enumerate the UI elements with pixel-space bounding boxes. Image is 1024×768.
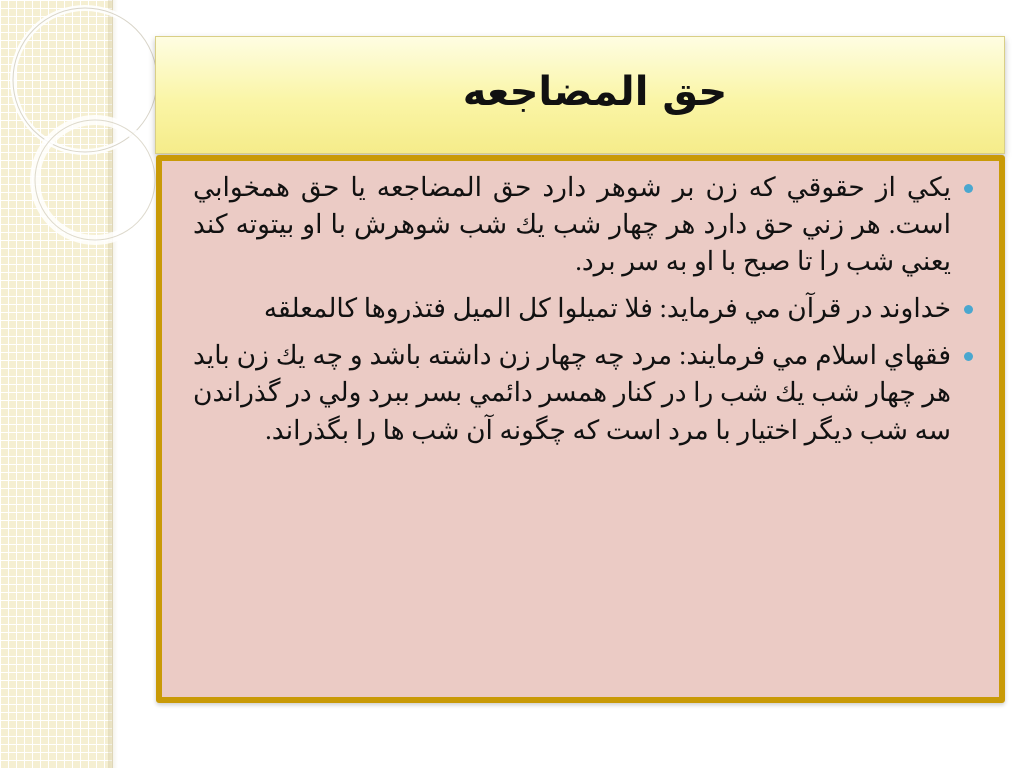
title-banner (155, 36, 1005, 154)
content-box (156, 155, 1005, 703)
small-ring (35, 120, 155, 240)
bullet-text: فقهاي اسلام مي فرمايند: مرد چه چهار زن داشته باشد و چه يك زن بايد هر چهار شب يك شب را در كنار همسر دائمي بسر ببرد ولي در گذراندن سه شب ديگر اختيار با مرد است كه چگونه آن شب ها را بگذراند. (193, 340, 951, 445)
bullet-dot-icon (964, 305, 973, 314)
decorative-rings (0, 0, 160, 260)
bullet-dot-icon (964, 352, 973, 361)
bullet-item (193, 337, 973, 448)
bullet-text: خداوند در قرآن مي فرمايد: فلا تميلوا كل الميل فتذروها كالمعلقه (263, 293, 951, 324)
slide-title: حق المضاجعه (462, 69, 728, 115)
bullet-item (193, 290, 973, 327)
bullet-item (193, 169, 973, 280)
bullet-dot-icon (964, 184, 973, 193)
bullet-list (193, 169, 973, 459)
bullet-text: يكي از حقوقي كه زن بر شوهر دارد حق المضاجعه يا حق همخوابي است. هر زني حق دارد هر چهار شب يك شب شوهرش با او بيتوته كند يعني شب را تا صبح با او به سر برد. (193, 172, 951, 277)
